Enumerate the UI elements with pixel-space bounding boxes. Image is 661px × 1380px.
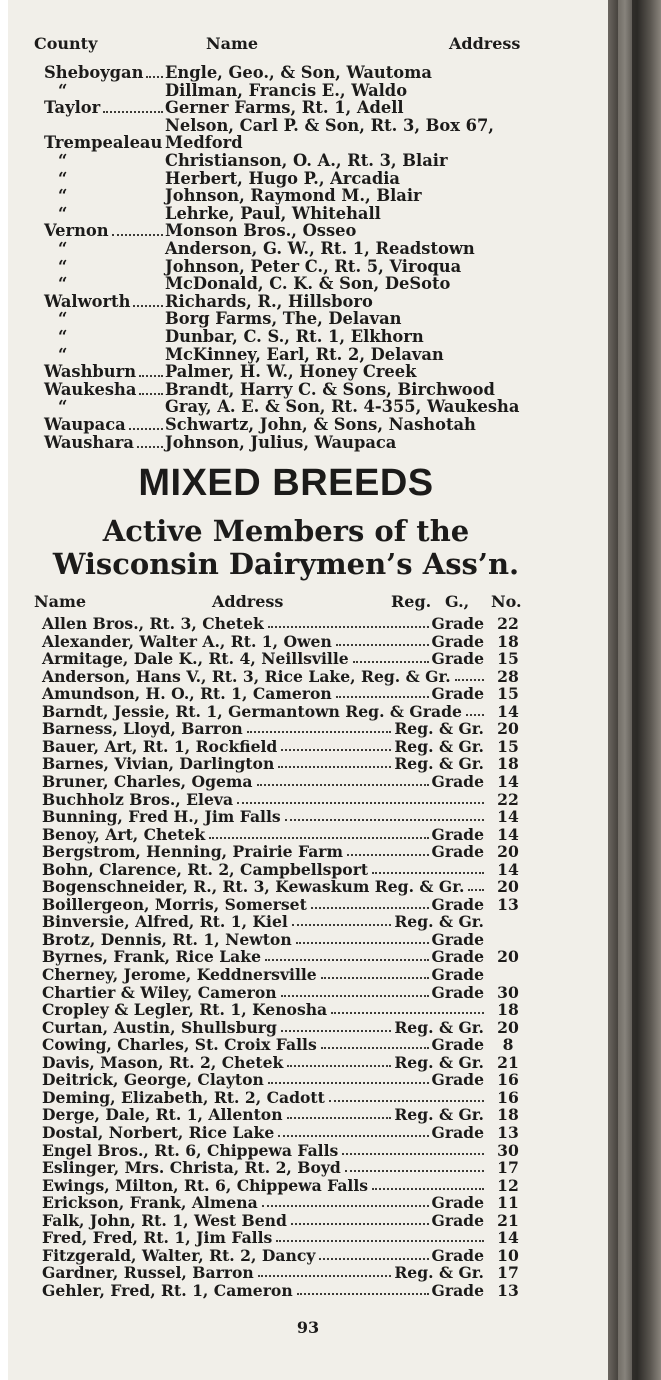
member-name-address: Byrnes, Frank, Rice Lake <box>42 947 261 967</box>
leader-dots <box>331 1012 484 1014</box>
table-row <box>42 984 528 1002</box>
leader-dots <box>287 1117 391 1119</box>
leader-dots <box>268 1082 429 1084</box>
county-header: County <box>34 34 98 53</box>
table-row <box>42 1229 528 1247</box>
table-row <box>42 1071 528 1089</box>
member-name-address: Davis, Mason, Rt. 2, Chetek <box>42 1052 284 1072</box>
leader-dots <box>319 1258 429 1260</box>
member-name-address: Eslinger, Mrs. Christa, Rt. 2, Boyd <box>42 1158 341 1178</box>
county-entry: Gray, A. E. & Son, Rt. 4-355, Waukesha <box>165 397 520 417</box>
county-entry: Gerner Farms, Rt. 1, Adell <box>165 98 404 118</box>
member-name-address: Bruner, Charles, Ogema <box>42 771 253 791</box>
table-row <box>42 966 528 984</box>
member-name-address: Gardner, Russel, Barron <box>42 1263 254 1283</box>
member-number: 30 <box>497 982 519 1002</box>
table-row <box>42 720 528 738</box>
county-entry: Herbert, Hugo P., Arcadia <box>165 168 400 188</box>
member-registration: Grade <box>431 929 484 949</box>
leader-dots <box>347 854 429 856</box>
member-name-address: Amundson, H. O., Rt. 1, Cameron <box>42 684 332 704</box>
member-registration: Grade <box>431 1280 484 1300</box>
member-name-address: Barnes, Vivian, Darlington <box>42 754 275 774</box>
member-number: 21 <box>497 1210 519 1230</box>
member-number: 14 <box>497 701 519 721</box>
member-number: 15 <box>497 736 519 756</box>
county-name: “ <box>58 203 68 223</box>
county-entry: Schwartz, John, & Sons, Nashotah <box>165 415 476 434</box>
table-row <box>42 826 528 844</box>
member-number: 15 <box>497 649 519 669</box>
member-number: 14 <box>497 859 519 879</box>
county-entry: McDonald, C. K. & Son, DeSoto <box>165 274 451 294</box>
table-row <box>42 1089 528 1107</box>
member-address-header: Address <box>212 592 284 611</box>
member-reg-header: Reg. <box>391 592 432 611</box>
county-entry: Johnson, Peter C., Rt. 5, Viroqua <box>165 256 462 276</box>
member-registration: Reg. & Gr. <box>394 912 484 932</box>
county-entry: Christianson, O. A., Rt. 3, Blair <box>165 151 448 170</box>
table-row <box>42 1001 528 1019</box>
member-name-address: Alexander, Walter A., Rt. 1, Owen <box>42 631 332 651</box>
book-page <box>8 0 608 1380</box>
table-row <box>42 948 528 966</box>
member-grade-header: G., <box>445 592 470 611</box>
member-number: 22 <box>497 614 519 633</box>
county-name: “ <box>58 344 68 364</box>
page-edge <box>618 0 632 1380</box>
member-name-address: Cropley & Legler, Rt. 1, Kenosha <box>42 1000 328 1020</box>
member-registration: Reg. & Gr. <box>394 1263 484 1283</box>
leader-line <box>112 234 163 236</box>
table-row <box>42 878 528 896</box>
county-name: “ <box>58 80 68 100</box>
member-name-address: Buchholz Bros., Eleva <box>42 789 234 809</box>
table-row <box>42 1106 528 1124</box>
leader-dots <box>321 977 429 979</box>
member-name-address: Boillergeon, Morris, Somerset <box>42 894 307 914</box>
county-entry: Borg Farms, The, Delavan <box>165 309 402 329</box>
member-name-address: Falk, John, Rt. 1, West Bend <box>42 1210 287 1230</box>
county-name: “ <box>58 186 68 206</box>
leader-line <box>139 393 163 395</box>
member-number: 18 <box>497 1000 519 1020</box>
table-row <box>42 703 528 721</box>
member-number: 14 <box>497 771 519 791</box>
table-row <box>42 808 528 826</box>
county-name: Trempealeau <box>44 133 163 153</box>
table-row <box>42 685 528 703</box>
county-name: “ <box>58 168 68 188</box>
member-name-address: Barness, Lloyd, Barron <box>42 719 243 739</box>
member-name-address: Fitzgerald, Walter, Rt. 2, Dancy <box>42 1245 316 1265</box>
county-name: “ <box>58 309 68 329</box>
member-number: 14 <box>497 1228 519 1248</box>
member-registration: Grade <box>431 842 484 862</box>
member-name-address: Deming, Elizabeth, Rt. 2, Cadott <box>42 1087 325 1107</box>
member-registration: Grade <box>431 947 484 967</box>
leader-dots <box>281 749 391 751</box>
member-registration: Reg. & Gr. <box>394 1052 484 1072</box>
page-number: 93 <box>296 1318 320 1337</box>
member-name-address: Armitage, Dale K., Rt. 4, Neillsville <box>42 649 349 669</box>
member-registration: Reg. & Gr. <box>394 1105 484 1125</box>
leader-dots <box>353 661 429 663</box>
member-name-address: Barndt, Jessie, Rt. 1, Germantown Reg. & Grade <box>42 701 462 721</box>
section-subtitle-line-1: Active Members of the <box>102 514 470 548</box>
table-row <box>42 913 528 931</box>
leader-dots <box>276 1240 484 1242</box>
member-name-address: Cowing, Charles, St. Croix Falls <box>42 1035 317 1055</box>
county-name: “ <box>58 397 68 417</box>
table-row <box>42 668 528 686</box>
member-name-address: Derge, Dale, Rt. 1, Allenton <box>42 1105 283 1125</box>
member-registration: Grade <box>431 614 484 633</box>
county-entry: Richards, R., Hillsboro <box>165 291 373 311</box>
member-name-address: Curtan, Austin, Shullsburg <box>42 1017 277 1037</box>
member-registration: Grade <box>431 631 484 651</box>
county-entry: Lehrke, Paul, Whitehall <box>165 203 381 223</box>
member-name-address: Deitrick, George, Clayton <box>42 1070 264 1090</box>
leader-dots <box>265 959 429 961</box>
member-name-address: Binversie, Alfred, Rt. 1, Kiel <box>42 912 288 932</box>
book-spine <box>608 0 661 1380</box>
county-name: Waukesha <box>44 379 137 399</box>
member-name-address: Fred, Fred, Rt. 1, Jim Falls <box>42 1228 273 1248</box>
county-name: Waupaca <box>44 415 126 434</box>
section-subtitle-line-2: Wisconsin Dairymen’s Ass’n. <box>52 547 520 581</box>
table-row <box>42 1036 528 1054</box>
member-name-address: Allen Bros., Rt. 3, Chetek <box>42 614 264 633</box>
member-registration: Grade <box>431 649 484 669</box>
member-number: 16 <box>497 1070 519 1090</box>
address-header: Address <box>449 34 521 53</box>
county-entry: Johnson, Julius, Waupaca <box>165 432 397 452</box>
leader-dots <box>336 696 429 698</box>
county-name: Vernon <box>44 221 109 241</box>
member-name-address: Bauer, Art, Rt. 1, Rockfield <box>42 736 278 756</box>
leader-dots <box>287 1065 391 1067</box>
county-entry: Monson Bros., Osseo <box>165 221 357 241</box>
leader-dots <box>336 644 429 646</box>
table-row <box>42 1194 528 1212</box>
table-row <box>42 1177 528 1195</box>
county-entry: Palmer, H. W., Honey Creek <box>165 362 417 382</box>
member-number: 12 <box>497 1175 519 1195</box>
member-number: 20 <box>497 719 519 739</box>
member-number-header: No. <box>491 592 522 611</box>
leader-dots <box>345 1170 484 1172</box>
member-number: 15 <box>497 684 519 704</box>
table-row <box>42 755 528 773</box>
member-number: 18 <box>497 1105 519 1125</box>
county-entry: Anderson, G. W., Rt. 1, Readstown <box>165 239 475 258</box>
county-name: Walworth <box>44 291 131 311</box>
county-entry: Dillman, Francis E., Waldo <box>165 80 408 100</box>
leader-dots <box>247 731 391 733</box>
county-entry: Dunbar, C. S., Rt. 1, Elkhorn <box>165 327 424 346</box>
table-row <box>42 896 528 914</box>
leader-dots <box>278 1135 429 1137</box>
member-number: 13 <box>497 1122 519 1142</box>
member-name-address: Anderson, Hans V., Rt. 3, Rice Lake, Reg. & Gr. <box>42 666 451 686</box>
leader-line <box>103 111 163 113</box>
county-entry: Nelson, Carl P. & Son, Rt. 3, Box 67, <box>165 115 494 135</box>
member-number: 17 <box>497 1158 519 1178</box>
leader-dots <box>311 907 429 909</box>
leader-dots <box>321 1047 429 1049</box>
leader-dots <box>258 1275 391 1277</box>
leader-dots <box>466 714 484 716</box>
county-entry: Medford <box>165 133 243 153</box>
leader-dots <box>281 1030 391 1032</box>
leader-dots <box>372 872 484 874</box>
county-entry: Johnson, Raymond M., Blair <box>165 186 422 206</box>
member-number: 14 <box>497 807 519 827</box>
table-row <box>42 1142 528 1160</box>
member-registration: Grade <box>431 894 484 914</box>
county-name: “ <box>58 327 68 346</box>
table-row <box>42 615 528 633</box>
member-registration: Grade <box>431 771 484 791</box>
member-number: 20 <box>497 947 519 967</box>
county-entry: Engle, Geo., & Son, Wautoma <box>165 63 432 82</box>
member-registration: Grade <box>431 1193 484 1213</box>
member-name-address: Bunning, Fred H., Jim Falls <box>42 807 281 827</box>
county-name: “ <box>58 239 68 258</box>
member-registration: Grade <box>431 1070 484 1090</box>
table-row <box>42 1054 528 1072</box>
member-number: 10 <box>497 1245 519 1265</box>
section-title: MIXED BREEDS <box>138 462 434 504</box>
leader-dots <box>285 819 484 821</box>
member-registration: Grade <box>431 684 484 704</box>
leader-line <box>137 446 163 448</box>
leader-line <box>129 428 163 430</box>
member-name-address: Cherney, Jerome, Keddnersville <box>42 965 317 984</box>
member-registration: Reg. & Gr. <box>394 1017 484 1037</box>
member-registration: Grade <box>431 1245 484 1265</box>
table-row <box>42 1264 528 1282</box>
table-row <box>42 843 528 861</box>
table-row <box>42 1282 528 1300</box>
table-row <box>42 931 528 949</box>
table-row <box>42 633 528 651</box>
member-registration: Grade <box>431 1035 484 1055</box>
member-registration: Grade <box>431 1210 484 1230</box>
county-name: Taylor <box>44 98 101 118</box>
county-name: “ <box>58 274 68 294</box>
county-entry: Brandt, Harry C. & Sons, Birchwood <box>165 379 495 399</box>
member-name-header: Name <box>34 592 87 611</box>
member-registration: Reg. & Gr. <box>394 736 484 756</box>
member-registration: Reg. & Gr. <box>394 719 484 739</box>
leader-dots <box>281 995 429 997</box>
member-number: 11 <box>497 1193 519 1213</box>
county-name: Waushara <box>44 432 134 452</box>
member-name-address: Engel Bros., Rt. 6, Chippewa Falls <box>42 1140 339 1160</box>
leader-line <box>139 375 163 377</box>
member-registration: Grade <box>431 1122 484 1142</box>
member-name-address: Erickson, Frank, Almena <box>42 1193 258 1213</box>
table-row <box>42 650 528 668</box>
name-header: Name <box>206 34 259 53</box>
member-registration: Grade <box>431 824 484 844</box>
county-name: Washburn <box>44 362 137 382</box>
table-row <box>42 791 528 809</box>
leader-line <box>146 76 163 78</box>
member-name-address: Ewings, Milton, Rt. 6, Chippewa Falls <box>42 1175 369 1195</box>
leader-dots <box>329 1100 484 1102</box>
member-number: 28 <box>497 666 519 686</box>
member-number: 20 <box>497 877 519 897</box>
leader-dots <box>268 626 429 628</box>
member-name-address: Gehler, Fred, Rt. 1, Cameron <box>42 1280 293 1300</box>
leader-dots <box>455 679 484 681</box>
county-name: “ <box>58 256 68 276</box>
leader-dots <box>209 837 429 839</box>
member-name-address: Bergstrom, Henning, Prairie Farm <box>42 842 344 862</box>
member-number: 8 <box>502 1035 514 1055</box>
member-name-address: Bohn, Clarence, Rt. 2, Campbellsport <box>42 859 369 879</box>
table-row <box>42 1019 528 1037</box>
member-number: 18 <box>497 631 519 651</box>
leader-dots <box>296 942 429 944</box>
leader-dots <box>291 1223 429 1225</box>
member-number: 13 <box>497 1280 519 1300</box>
member-name-address: Chartier & Wiley, Cameron <box>42 982 277 1002</box>
table-row <box>42 773 528 791</box>
member-number: 14 <box>497 824 519 844</box>
table-row <box>42 1159 528 1177</box>
member-name-address: Bogenschneider, R., Rt. 3, Kewaskum Reg. & Gr. <box>42 877 465 897</box>
table-row <box>42 1212 528 1230</box>
leader-dots <box>278 766 391 768</box>
table-row <box>42 1247 528 1265</box>
member-registration: Grade <box>431 982 484 1002</box>
member-name-address: Dostal, Norbert, Rice Lake <box>42 1122 275 1142</box>
member-number: 16 <box>497 1087 519 1107</box>
leader-dots <box>297 1293 429 1295</box>
leader-dots <box>372 1188 484 1190</box>
leader-line <box>133 305 163 307</box>
leader-dots <box>257 784 429 786</box>
member-name-address: Brotz, Dennis, Rt. 1, Newton <box>42 929 292 949</box>
member-number: 18 <box>497 754 519 774</box>
member-number: 13 <box>497 894 519 914</box>
leader-dots <box>292 924 391 926</box>
member-number: 22 <box>497 789 519 809</box>
member-name-address: Benoy, Art, Chetek <box>42 824 206 844</box>
member-registration: Grade <box>431 965 484 984</box>
leader-dots <box>237 802 484 804</box>
table-row <box>42 1124 528 1142</box>
member-number: 20 <box>497 842 519 862</box>
table-row <box>42 861 528 879</box>
member-number: 17 <box>497 1263 519 1283</box>
county-name: “ <box>58 151 68 170</box>
leader-dots <box>262 1205 429 1207</box>
county-name: Sheboygan <box>44 63 144 82</box>
county-entry: McKinney, Earl, Rt. 2, Delavan <box>165 344 444 364</box>
member-number: 30 <box>497 1140 519 1160</box>
leader-dots <box>468 889 484 891</box>
member-registration: Reg. & Gr. <box>394 754 484 774</box>
leader-dots <box>342 1153 484 1155</box>
table-row <box>42 738 528 756</box>
member-number: 21 <box>497 1052 519 1072</box>
member-number: 20 <box>497 1017 519 1037</box>
